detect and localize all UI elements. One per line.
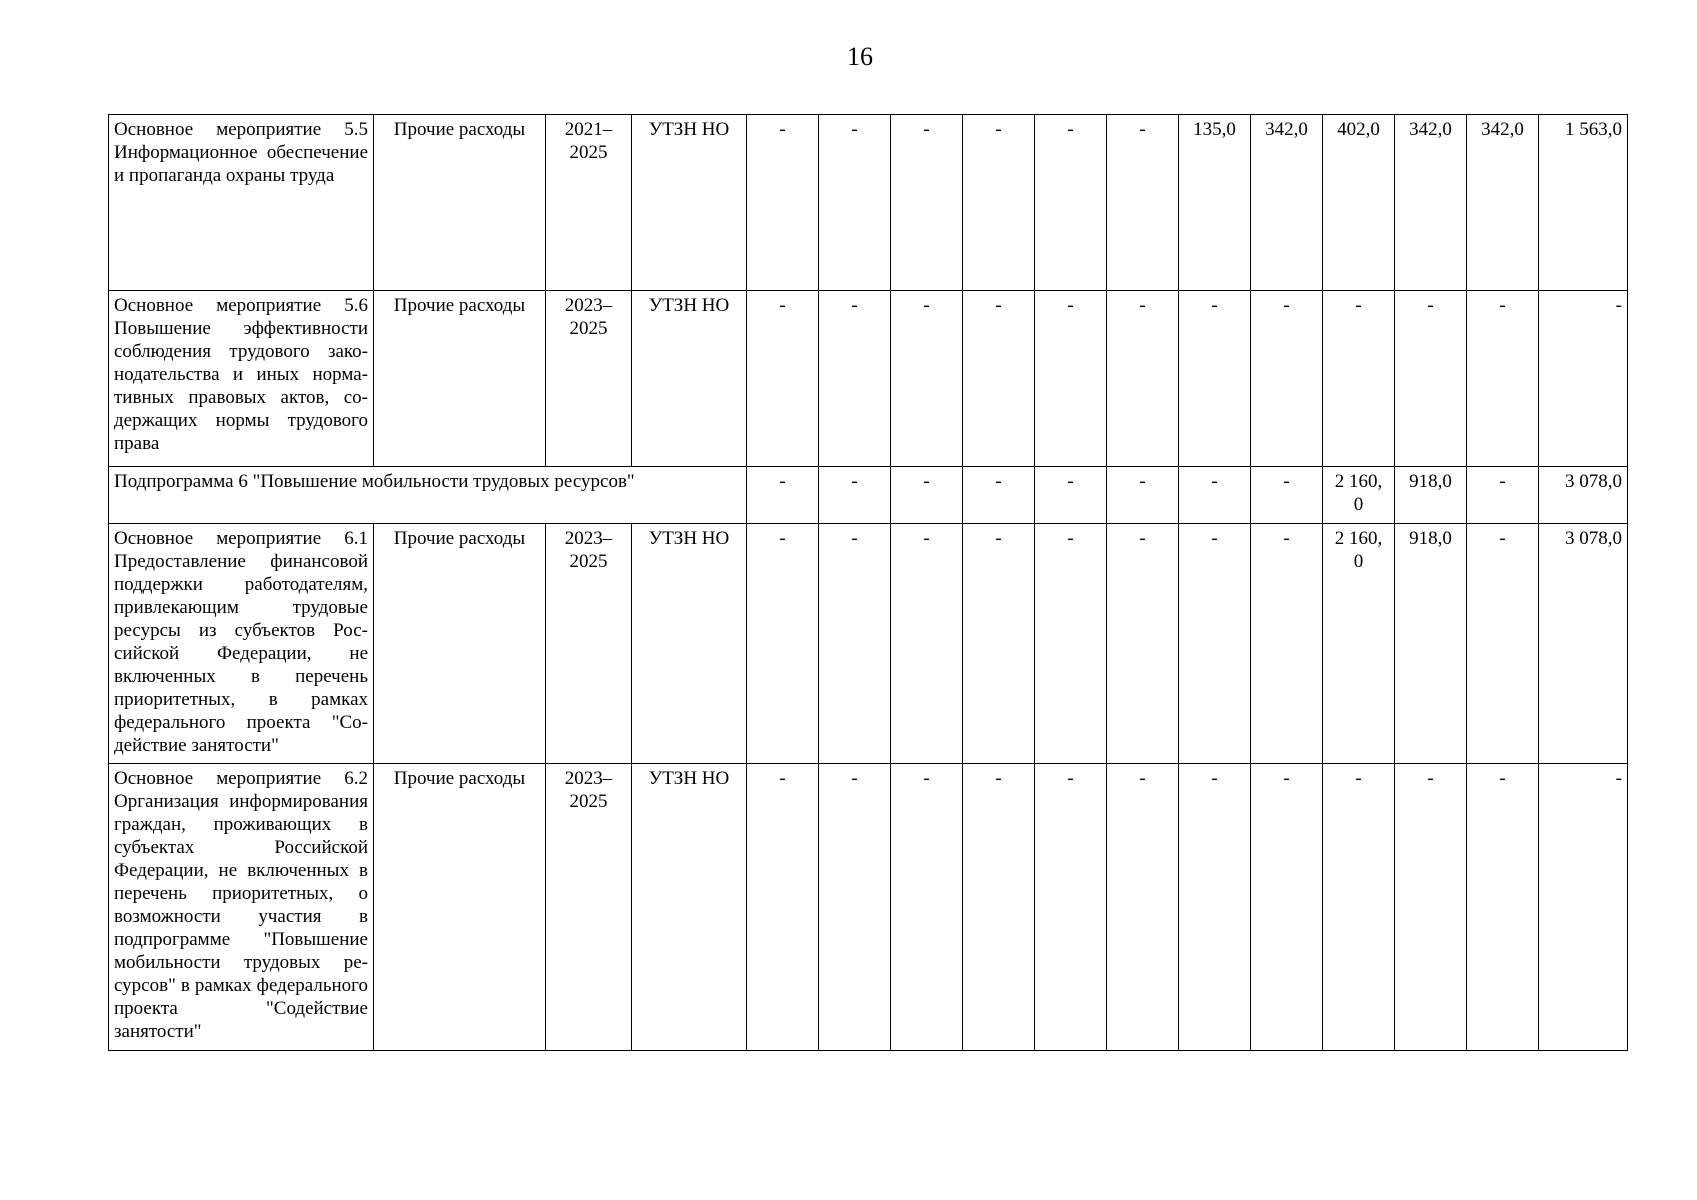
value-cell: - [819, 467, 891, 524]
value-cell: - [891, 764, 963, 1051]
value-cell: 918,0 [1395, 524, 1467, 764]
activity-name: Основное мероприятие 6.1 Предоставление финансовой поддержки работодателям, привлекающим трудовые ресурсы из субъектов Российской Федерации, не включенных в перечень приоритетных, в рамках федерального проекта "Содействие занятости" [109, 524, 374, 764]
total-cell: 3 078,0 [1539, 467, 1628, 524]
subprogram-title: Подпрограмма 6 "Повышение мобильности трудовых ресурсов" [109, 467, 747, 524]
period: 2023–2025 [546, 524, 632, 764]
value-cell: - [1107, 467, 1179, 524]
period: 2021–2025 [546, 115, 632, 291]
table-row [109, 291, 1628, 467]
value-cell: - [747, 291, 819, 467]
total-cell: 3 078,0 [1539, 524, 1628, 764]
value-cell: 402,0 [1323, 115, 1395, 291]
value-cell: - [1179, 524, 1251, 764]
value-cell: - [1035, 115, 1107, 291]
value-cell: - [1179, 291, 1251, 467]
value-cell: - [963, 467, 1035, 524]
value-cell: - [891, 115, 963, 291]
value-cell: - [1179, 467, 1251, 524]
value-cell: - [1323, 291, 1395, 467]
expense-type: Прочие расходы [374, 115, 546, 291]
value-cell: - [1467, 291, 1539, 467]
value-cell: - [1395, 291, 1467, 467]
table-row [109, 115, 1628, 291]
value-cell: - [1035, 291, 1107, 467]
expense-type: Прочие расходы [374, 524, 546, 764]
value-cell: - [1035, 524, 1107, 764]
subprogram-row [109, 467, 1628, 524]
total-cell: - [1539, 291, 1628, 467]
executor: УТЗН НО [632, 524, 747, 764]
value-cell: 342,0 [1395, 115, 1467, 291]
value-cell: - [819, 524, 891, 764]
value-cell: 342,0 [1467, 115, 1539, 291]
value-cell: - [747, 764, 819, 1051]
period: 2023–2025 [546, 764, 632, 1051]
value-cell: - [1179, 764, 1251, 1051]
value-cell: 2 160, 0 [1323, 467, 1395, 524]
value-cell: - [747, 115, 819, 291]
value-cell: - [1251, 467, 1323, 524]
value-cell: - [963, 291, 1035, 467]
value-cell: - [1323, 764, 1395, 1051]
value-cell: - [963, 115, 1035, 291]
value-cell: 2 160, 0 [1323, 524, 1395, 764]
expense-type: Прочие расходы [374, 291, 546, 467]
period: 2023–2025 [546, 291, 632, 467]
value-cell: - [891, 291, 963, 467]
total-cell: 1 563,0 [1539, 115, 1628, 291]
expense-type: Прочие расходы [374, 764, 546, 1051]
executor: УТЗН НО [632, 115, 747, 291]
value-cell: - [1035, 467, 1107, 524]
value-cell: - [819, 115, 891, 291]
value-cell: - [1251, 291, 1323, 467]
activity-name: Основное мероприятие 5.5 Информационное обеспечение и пропаганда охраны труда [109, 115, 374, 291]
executor: УТЗН НО [632, 291, 747, 467]
value-cell: - [1251, 764, 1323, 1051]
value-cell: 918,0 [1395, 467, 1467, 524]
value-cell: - [1107, 291, 1179, 467]
value-cell: - [1107, 764, 1179, 1051]
value-cell: - [963, 524, 1035, 764]
value-cell: - [1035, 764, 1107, 1051]
value-cell: - [1251, 524, 1323, 764]
activity-name: Основное мероприятие 5.6 Повышение эффективности соблюдения трудового законодательства и иных нормативных правовых актов, содержащих нормы трудового права [109, 291, 374, 467]
activity-name: Основное мероприятие 6.2 Организация информирования граждан, проживающих в субъектах Российской Федерации, не включенных в перечень приоритетных, о возможности участия в подпрограмме "Повышение мобильности трудовых ресурсов" в рамках федерального проекта "Содействие занятости" [109, 764, 374, 1051]
budget-table [108, 114, 1628, 1051]
total-cell: - [1539, 764, 1628, 1051]
value-cell: 342,0 [1251, 115, 1323, 291]
table-row [109, 524, 1628, 764]
page-number: 16 [847, 42, 873, 71]
value-cell: - [747, 467, 819, 524]
value-cell: 135,0 [1179, 115, 1251, 291]
value-cell: - [963, 764, 1035, 1051]
value-cell: - [1467, 467, 1539, 524]
table-row [109, 764, 1628, 1051]
executor: УТЗН НО [632, 764, 747, 1051]
value-cell: - [891, 467, 963, 524]
value-cell: - [819, 764, 891, 1051]
value-cell: - [1107, 524, 1179, 764]
value-cell: - [819, 291, 891, 467]
value-cell: - [747, 524, 819, 764]
value-cell: - [1107, 115, 1179, 291]
value-cell: - [1395, 764, 1467, 1051]
value-cell: - [891, 524, 963, 764]
value-cell: - [1467, 764, 1539, 1051]
value-cell: - [1467, 524, 1539, 764]
